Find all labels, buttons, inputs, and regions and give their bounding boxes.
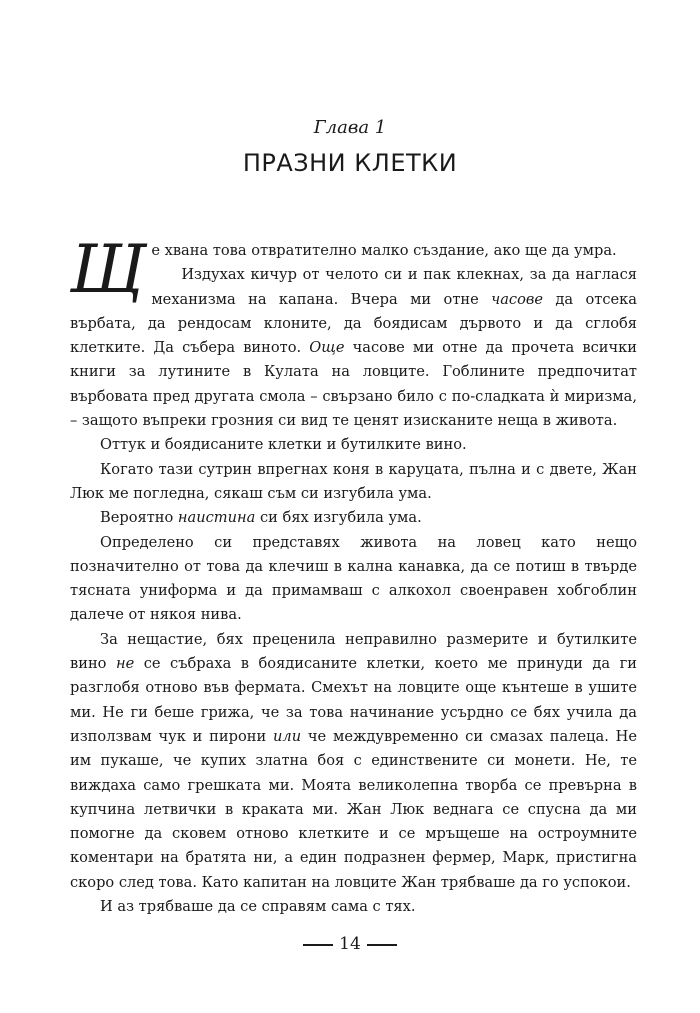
paragraph-text: Вероятно <box>100 509 178 527</box>
page-number-left-dash <box>303 944 333 946</box>
paragraph <box>70 433 637 457</box>
paragraph-text: е хвана това отвратително малко създание, ако ще да умра. <box>151 242 617 259</box>
emphasis-text: Още <box>309 339 345 357</box>
paragraph <box>70 628 637 895</box>
emphasis-text: или <box>273 727 302 745</box>
page-number-right-dash <box>367 944 397 946</box>
paragraph-text: Определено си представях живота на ловец като нещо позначително от това да клечиш в кална канавка, да се потиш в твърде тясната униформа и да примамваш с алкохол своенравен хобгоблин далече от някоя нива. <box>70 533 637 624</box>
page-footer <box>0 932 700 956</box>
paragraph-text: си бях изгубила ума. <box>255 509 422 527</box>
paragraph-text: И аз трябваше да се справям сама с тях. <box>100 898 416 916</box>
paragraph-text: Издухах кичур от челото си и пак клекнах, за да наглася механизма на капана. Вчера ми отне <box>151 266 637 308</box>
paragraph <box>70 895 637 919</box>
paragraph <box>70 263 637 433</box>
paragraph-text: че междувременно си смазах палеца. Не им пукаше, че купих златна боя с единствените си монети. Не, те виждаха само грешката ми. Моята великолепна творба се превърна в купчина летвички в краката ми. Жан Люк веднага се спусна да ми помогне да сковем отново клетките и се мръщеше на остроумните коментари на братята ни, а един подразнен фермер, Марк, пристигна скоро след това. Като капитан на ловците Жан трябваше да го успокои. <box>70 727 637 891</box>
emphasis-text: наистина <box>177 509 256 527</box>
paragraph-text: Оттук и боядисаните клетки и бутилките вино. <box>100 436 467 454</box>
paragraph-text: часове ми отне да прочета всички книги за лутините в Кулата на ловците. Гоблините предпочитат върбовата пред другата смола – свързано било с по-сладката ѝ миризма, – защото въпреки грозния си вид те ценят изисканите неща в живота. <box>70 339 637 430</box>
paragraph-text: да отсека върбата, да рендосам клоните, да боядисам дървото и да сглобя клетките. Да събера виното. <box>70 290 637 357</box>
paragraph <box>70 506 637 530</box>
paragraph <box>70 531 637 628</box>
paragraph-text: Когато тази сутрин впрегнах коня в каруцата, пълна и с двете, Жан Люк ме погледна, сякаш съм си изгубила ума. <box>70 460 637 502</box>
paragraph-text: се събраха в боядисаните клетки, което ме принуди да ги разглобя отново във фермата. Смехът на ловците още кънтеше в ушите ми. Не ги беше грижа, че за това начинание усърдно се бях учила да използвам чук и пирони <box>70 655 637 745</box>
chapter-title: ПРАЗНИ КЛЕТКИ <box>242 149 458 177</box>
chapter-label: Глава 1 <box>313 117 387 138</box>
paragraph-text: За нещастие, бях преценила неправилно размерите и бутилките вино <box>70 630 637 673</box>
page-number: 14 <box>339 934 361 954</box>
emphasis-text: не <box>115 655 135 673</box>
body-text <box>70 231 637 919</box>
paragraph <box>70 458 637 507</box>
drop-cap: Щ <box>70 231 146 308</box>
emphasis-text: часове <box>491 290 544 308</box>
